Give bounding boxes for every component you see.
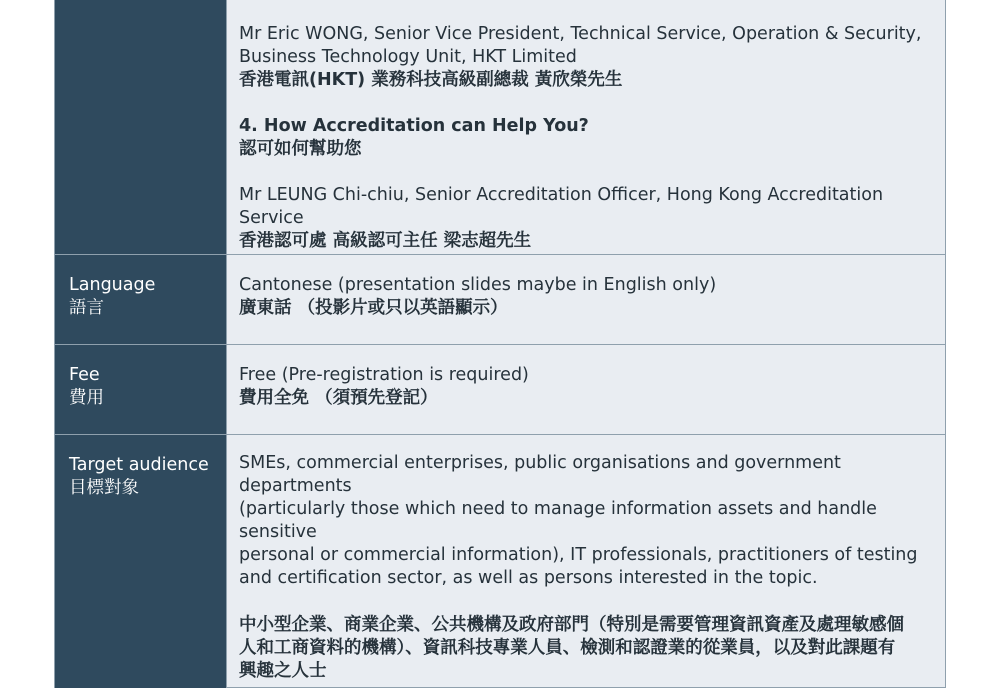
topic-4-title: 4. How Accreditation can Help You?: [239, 116, 589, 136]
speaker-4-zh: 香港認可處 高級認可主任 梁志超先生: [239, 231, 532, 251]
event-details-table: [54, 0, 946, 688]
audience-content-cell: [226, 435, 945, 688]
fee-value-en: Free (Pre-registration is required): [239, 365, 529, 385]
audience-zh-line: 人和工商資料的機構）、資訊科技專業人員、檢測和認證業的從業員，以及對此課題有: [239, 638, 896, 658]
fee-value-zh: 費用全免 （須預先登記）: [239, 388, 438, 408]
fee-content-cell: [226, 345, 945, 434]
audience-label-en: Target audience: [69, 455, 209, 475]
language-label-zh: 語言: [69, 298, 104, 318]
audience-label-cell: [55, 435, 226, 688]
audience-zh-line: 興趣之人士: [239, 661, 327, 681]
speakers-content-cell: [226, 0, 945, 254]
topic-4-zh: 認可如何幫助您: [239, 139, 362, 159]
audience-en-line: SMEs, commercial enterprises, public organisations and government departments: [239, 453, 841, 496]
language-value-zh: 廣東話 （投影片或只以英語顯示）: [239, 298, 508, 318]
audience-en-line: (particularly those which need to manage information assets and handle sensitive: [239, 499, 877, 542]
audience-label-zh: 目標對象: [69, 478, 139, 498]
fee-row: [55, 345, 945, 435]
fee-label-en: Fee: [69, 365, 100, 385]
audience-en-line: personal or commercial information), IT professionals, practitioners of testing: [239, 545, 918, 565]
language-label-en: Language: [69, 275, 156, 295]
speaker-3-line-1: Mr Eric WONG, Senior Vice President, Technical Service, Operation & Security,: [239, 24, 922, 44]
speaker-3-zh: 香港電訊(HKT) 業務科技高級副總裁 黃欣榮先生: [239, 70, 623, 90]
audience-en-line: and certification sector, as well as persons interested in the topic.: [239, 568, 818, 588]
audience-zh-line: 中小型企業、商業企業、公共機構及政府部門（特別是需要管理資訊資產及處理敏感個: [239, 615, 904, 635]
language-content-cell: [226, 255, 945, 344]
language-label-cell: [55, 255, 226, 344]
language-value-en: Cantonese (presentation slides maybe in English only): [239, 275, 717, 295]
fee-label-cell: [55, 345, 226, 434]
speakers-row: [55, 0, 945, 255]
speaker-3-line-2: Business Technology Unit, HKT Limited: [239, 47, 577, 67]
audience-row: [55, 435, 945, 688]
language-row: [55, 255, 945, 345]
fee-label-zh: 費用: [69, 388, 104, 408]
speakers-label-cell: [55, 0, 226, 254]
speaker-4-en: Mr LEUNG Chi-chiu, Senior Accreditation Officer, Hong Kong Accreditation Service: [239, 185, 884, 228]
